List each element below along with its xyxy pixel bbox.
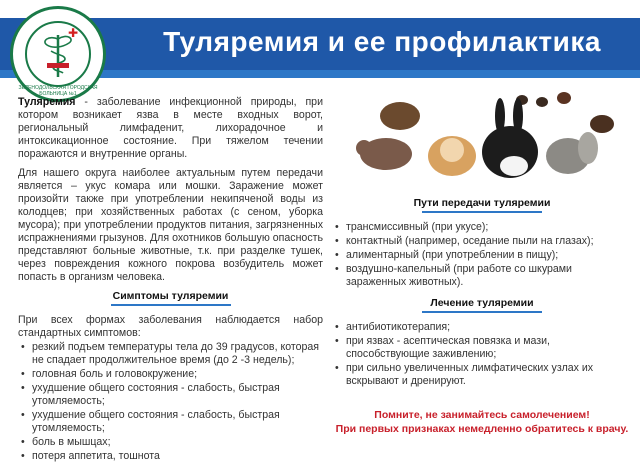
list-item: • антибиотикотерапия; xyxy=(346,321,632,334)
symptoms-list xyxy=(18,341,323,463)
treatment-divider xyxy=(422,311,542,313)
symptoms-lead: При всех формах заболевания наблюдается набор стандартных симптомов: xyxy=(18,314,323,339)
list-item: • ухудшение общего состояния - слабость, быстрая утомляемость; xyxy=(32,382,323,408)
list-item: • при сильно увеличенных лимфатических узлах их вскрывают и дренируют. xyxy=(346,362,632,388)
warning-line-2: При первых признаках немедленно обратитесь к врачу. xyxy=(335,423,629,435)
logo-inner-ring xyxy=(25,21,91,87)
list-item: • контактный (например, оседание пыли на глазах); xyxy=(346,235,632,248)
list-item: • головная боль и головокружение; xyxy=(32,368,323,381)
left-column xyxy=(18,96,323,464)
treatment-title: Лечение туляремии xyxy=(430,297,534,309)
page-title: Туляремия и ее профилактика xyxy=(163,26,601,57)
list-item: • боль в мышцах; xyxy=(32,436,323,449)
intro-paragraph xyxy=(18,96,323,161)
caduceus-icon xyxy=(27,23,89,85)
symptoms-title: Симптомы туляремии xyxy=(112,290,229,302)
intro-text: - заболевание инфекционной природы, при котором возникает язва в месте входных ворот, региональный лимфаденит, лихорадочное и интоксикационное состояние. При тяжелом течении поражаются и внутренние органы. xyxy=(18,96,323,160)
animals-illustration xyxy=(332,86,632,186)
mosquito-icon xyxy=(380,102,420,130)
tick-icon xyxy=(557,92,571,104)
list-item: • резкий подъем температуры тела до 39 градусов, которая не спадает продолжительное время (до 2 -3 недель); xyxy=(32,341,323,367)
symptoms-divider xyxy=(111,304,231,306)
routes-title: Пути передачи туляремии xyxy=(413,197,551,209)
intro-term: Туляремия xyxy=(18,96,76,108)
list-item: • потеря аппетита, тошнота xyxy=(32,450,323,463)
right-text xyxy=(332,191,632,389)
list-item: • трансмиссивный (при укусе); xyxy=(346,221,632,234)
list-item: • алиментарный (при употреблении в пищу); xyxy=(346,249,632,262)
routes-divider xyxy=(422,211,542,213)
list-item: • при язвах - асептическая повязка и мази, способствующие заживлению; xyxy=(346,335,632,361)
red-cross-icon: ✚ xyxy=(68,26,79,40)
hospital-logo xyxy=(10,6,106,102)
transmission-paragraph: Для нашего округа наиболее актуальным путем передачи является – укус комара или мошки. Заражение может произойти также при употреблении некипяченой воды из колодцев; при хозяйственных работах (с сеном, уборка мусора); при употреблении продуктов питания, загрязненных испражнениями грызунов. Для охотников большую опасность представляют больные животные, т.к. при разделке тушек, через повреждения кожного покрова возбудитель может попасть в организм человека. xyxy=(18,167,323,283)
routes-list xyxy=(332,221,632,289)
logo-text: ЗЕЛЕНОДОЛЬСКАЯ ГОРОДСКАЯ БОЛЬНИЦА №1 xyxy=(18,85,98,97)
treatment-list xyxy=(332,321,632,388)
warning-line-1: Помните, не занимайтесь самолечением! xyxy=(374,409,590,421)
list-item: • ухудшение общего состояния - слабость, быстрая утомляемость; xyxy=(32,409,323,435)
warning-notice xyxy=(332,408,632,436)
list-item: • воздушно-капельный (при работе со шкурами зараженных животных). xyxy=(346,263,632,289)
